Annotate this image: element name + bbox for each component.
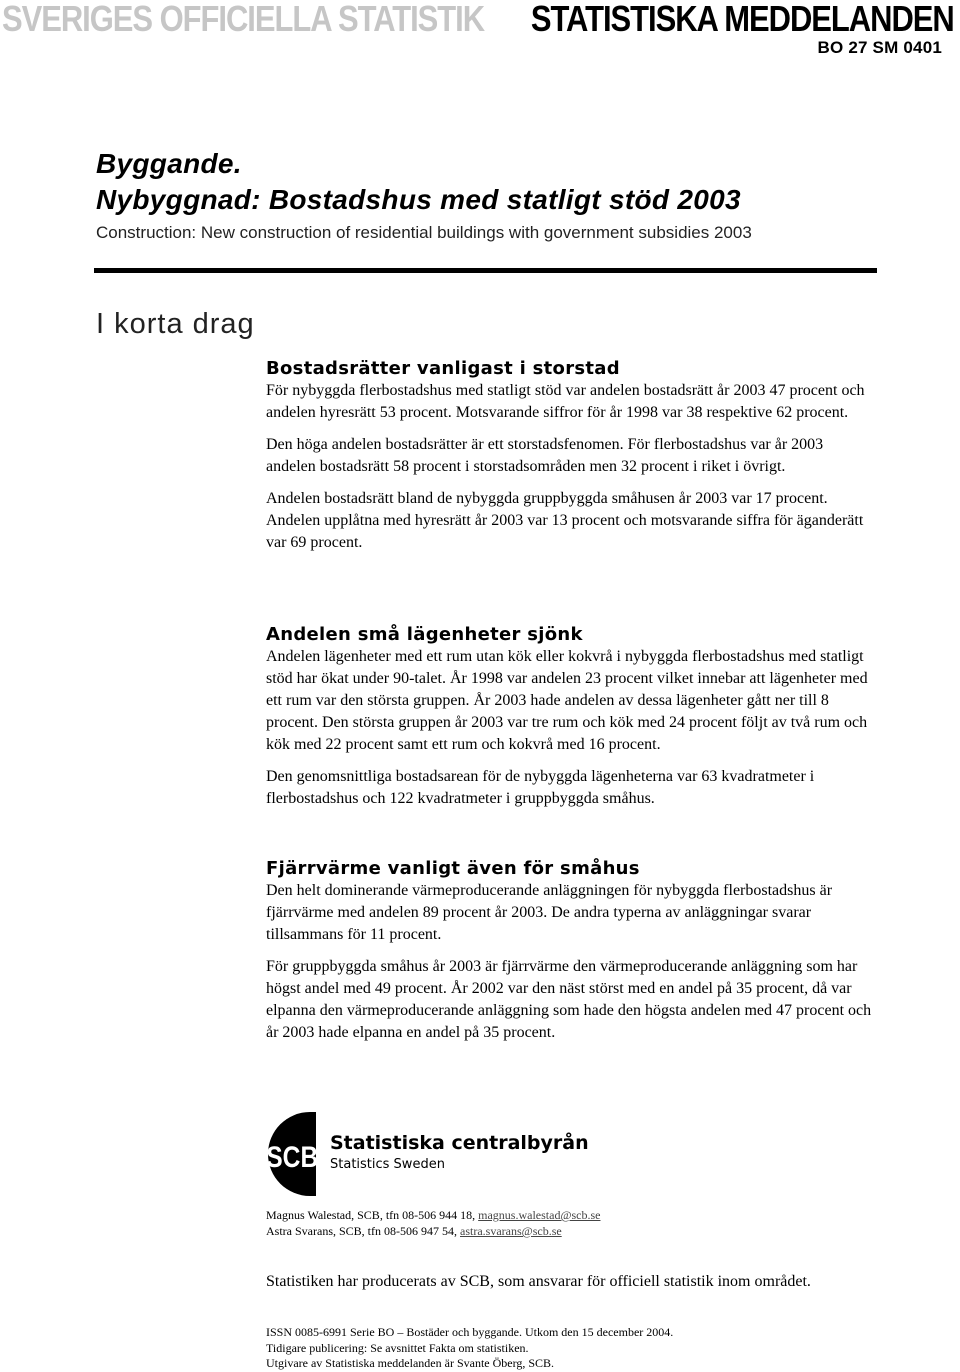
section-paragraph: För gruppbyggda småhus år 2003 är fjärrvärme den värmeproducerande anläggning som har högst andel med 49 procent. År 2002 var den näst störst med en andel på 35 procent, då var elpanna den värmeproducerande anläggning som hade den högsta andelen med 47 procent och år 2003 hade elpanna en andel på 35 procent.	[266, 958, 872, 1041]
contact-text: Astra Svarans, SCB, tfn 08-506 947 54,	[266, 1224, 460, 1238]
colophon-line: Tidigare publicering: Se avsnittet Fakta om statistiken.	[266, 1340, 529, 1355]
scb-logo-mark	[266, 1110, 328, 1198]
section-paragraph: Andelen bostadsrätt bland de nybyggda gruppbyggda småhusen år 2003 var 17 procent. Andelen upplåtna med hyresrätt år 2003 var 13 procent och motsvarande siffra för äganderätt var 69 procent.	[266, 490, 864, 551]
section-tenure	[266, 358, 876, 554]
section-heating	[266, 858, 876, 1044]
summary-heading: I korta drag	[96, 308, 255, 340]
title-block	[96, 146, 752, 245]
producer-statement: Statistiken har producerats av SCB, som ansvarar för officiell statistik inom området.	[266, 1273, 811, 1290]
section-paragraph: För nybyggda flerbostadshus med statligt stöd var andelen bostadsrätt år 2003 47 procent och andelen hyresrätt 53 procent. Motsvarande siffror för år 1998 var 38 respektive 62 procent.	[266, 382, 865, 421]
section-heading: Fjärrvärme vanligt även för småhus	[266, 858, 640, 879]
contact-text: Magnus Walestad, SCB, tfn 08-506 944 18,	[266, 1208, 479, 1222]
subtitle-english: Construction: New construction of residential buildings with government subsidies 2003	[96, 223, 752, 242]
logo-name: Statistiska centralbyrån	[330, 1132, 589, 1154]
section-apartment-size	[266, 624, 876, 810]
section-heading: Andelen små lägenheter sjönk	[266, 624, 583, 645]
banner-series-name: STATISTISKA MEDDELANDEN	[531, 0, 954, 39]
banner-official-statistics: SVERIGES OFFICIELLA STATISTIK	[2, 0, 485, 39]
title-line-1: Byggande.	[96, 148, 242, 179]
scb-logo	[266, 1110, 606, 1198]
section-paragraph: Den genomsnittliga bostadsarean för de nybyggda lägenheterna var 63 kvadratmeter i flerbostadshus och 122 kvadratmeter i gruppbyggda småhus.	[266, 768, 815, 807]
section-paragraph: Andelen lägenheter med ett rum utan kök eller kokvrå i nybyggda flerbostadshus med statligt stöd har ökat under 90-talet. År 1998 var andelen 23 procent vilket innebar att lägenheter med ett rum var den största gruppen. År 2003 hade andelen av dessa lägenheter gått ner till 8 procent. Den största gruppen år 2003 var tre rum och kök med 24 procent följt av två rum och kök med 22 procent samt ett rum och kokvrå med 16 procent.	[266, 648, 868, 753]
series-code: BO 27 SM 0401	[817, 38, 942, 57]
section-paragraph: Den helt dominerande värmeproducerande anläggningen för nybyggda flerbostadshus är fjärrvärme med andelen 89 procent år 2003. De andra typerna av anläggningar svarar tillsammans för 11 procent.	[266, 882, 833, 943]
contact-email-link[interactable]: magnus.walestad@scb.se	[478, 1208, 601, 1222]
title-divider	[94, 268, 877, 273]
colophon-line: ISSN 0085-6991 Serie BO – Bostäder och byggande. Utkom den 15 december 2004.	[266, 1325, 674, 1339]
colophon	[266, 1325, 673, 1372]
logo-subtitle: Statistics Sweden	[330, 1157, 445, 1172]
section-heading: Bostadsrätter vanligast i storstad	[266, 358, 620, 379]
title-line-2: Nybyggnad: Bostadshus med statligt stöd 2003	[96, 184, 741, 215]
logo-letters: SCB	[266, 1139, 319, 1174]
contact-line	[266, 1223, 601, 1239]
colophon-line: Utgivare av Statistiska meddelanden är Svante Öberg, SCB.	[266, 1356, 555, 1370]
header-banner	[0, 0, 960, 40]
contact-email-link[interactable]: astra.svarans@scb.se	[460, 1224, 562, 1238]
contact-info	[266, 1207, 601, 1239]
section-paragraph: Den höga andelen bostadsrätter är ett storstadsfenomen. För flerbostadshus var år 2003 andelen bostadsrätt 58 procent i storstadsområden men 32 procent i riket i övrigt.	[266, 436, 824, 475]
contact-line	[266, 1207, 601, 1223]
